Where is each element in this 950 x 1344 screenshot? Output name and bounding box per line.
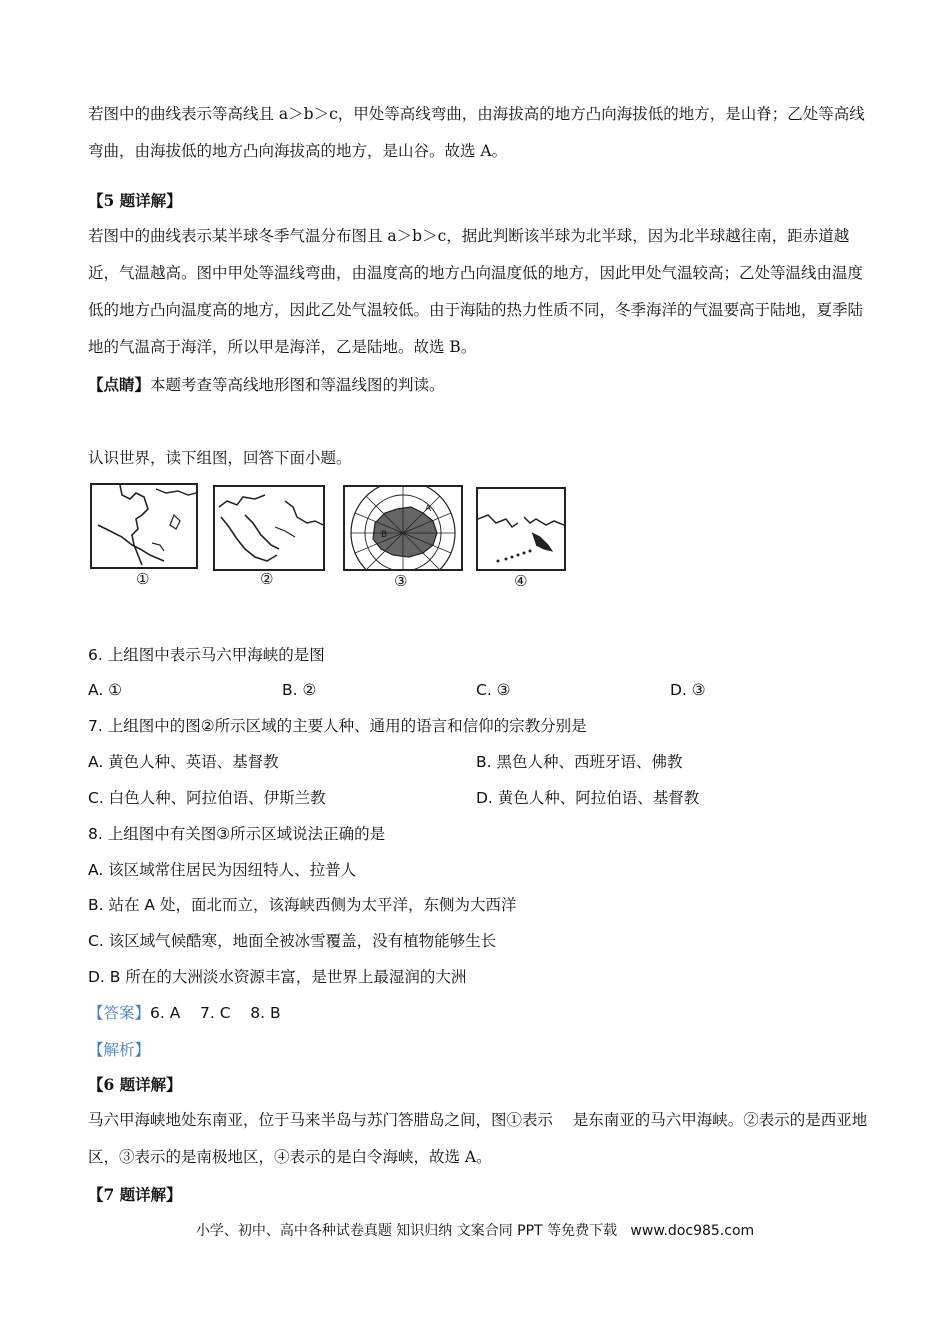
map-1-malacca [90,483,198,569]
map-3-label: ③ [394,572,408,590]
q8-stem: 8. 上组图中有关图③所示区域说法正确的是 [88,825,386,843]
paragraph-4-explanation: 若图中的曲线表示等高线且 a＞b＞c，甲处等高线弯曲，由海拔高的地方凸向海拔低的地方，是山脊；乙处等高线弯曲，由海拔低的地方凸向海拔高的地方，是山谷。故选 A。 [88,105,865,160]
q8-option-c: C. 该区域气候酷寒，地面全被冰雪覆盖，没有植物能够生长 [88,932,497,950]
q6-option-b: B. ② [282,681,317,699]
q6-option-c: C. ③ [476,681,511,699]
q7-option-a: A. 黄色人种、英语、基督教 [88,753,279,771]
q6-detail-text: 马六甲海峡地处东南亚，位于马来半岛与苏门答腊岛之间，图①表示 是东南亚的马六甲海峡。②表示的是西亚地区，③表示的是南极地区，④表示的是白令海峡，故选 A。 [88,1111,868,1166]
paragraph-5-explanation: 若图中的曲线表示某半球冬季气温分布图且 a＞b＞c，据此判断该半球为北半球，因为北半球越往南，距赤道越近，气温越高。图中甲处等温线弯曲，由温度高的地方凸向温度低的地方，因此甲处气温较高；乙处等温线由温度低的地方凸向温度高的地方，因此乙处气温较低。由于海陆的热力性质不同，冬季海洋的气温要高于陆地，夏季陆地的气温高于海洋，所以甲是海洋，乙是陆地。故选 B。 [88,227,864,356]
answer-tag: 【答案】 [88,1004,151,1022]
q6-option-d: D. ③ [670,681,706,699]
map-1-drawing [92,485,196,567]
map-4-label: ④ [514,572,528,590]
q8-option-b: B. 站在 A 处，面北而立，该海峡西侧为太平洋，东侧为大西洋 [88,896,517,914]
q6-stem: 6. 上组图中表示马六甲海峡的是图 [88,646,325,664]
q6-detail-title: 【6 题详解】 [88,1075,182,1094]
map-2-drawing [215,487,323,569]
map-3-antarctica [343,485,463,571]
dianjing-tag: 【点睛】 [88,375,151,394]
map-3-point-a: A [425,504,432,514]
map-1-label: ① [136,570,150,588]
analysis-tag: 【解析】 [88,1041,151,1059]
q7-option-c: C. 白色人种、阿拉伯语、伊斯兰教 [88,789,326,807]
q8-option-a: A. 该区域常住居民为因纽特人、拉普人 [88,861,357,879]
map-3-drawing [345,487,461,569]
map-2-label: ② [260,570,274,588]
q8-option-d: D. B 所在的大洲淡水资源丰富，是世界上最湿润的大洲 [88,968,467,986]
answer-line [88,1003,281,1023]
q5-detail-title: 【5 题详解】 [88,191,182,210]
q7-option-b: B. 黑色人种、西班牙语、佛教 [476,753,683,771]
q7-stem: 7. 上组图中的图②所示区域的主要人种、通用的语言和信仰的宗教分别是 [88,717,587,735]
map-3-point-b: B [381,530,388,540]
q7-detail-title: 【7 题详解】 [88,1185,182,1204]
dianjing-text: 本题考查等高线地形图和等温线图的判读。 [150,376,445,394]
map-4-drawing [478,489,564,569]
q6-option-a: A. ① [88,681,123,699]
dianjing-paragraph [88,366,868,404]
answer-text: 6. A 7. C 8. B [150,1004,281,1022]
map-group [88,480,588,605]
q7-option-d: D. 黄色人种、阿拉伯语、基督教 [476,789,700,807]
group-intro: 认识世界，读下组图，回答下面小题。 [88,449,352,467]
map-4-bering [476,487,566,571]
page-footer: 小学、初中、高中各种试卷真题 知识归纳 文案合同 PPT 等免费下载 www.doc985.com [195,1223,755,1239]
map-2-west-asia [213,485,325,571]
